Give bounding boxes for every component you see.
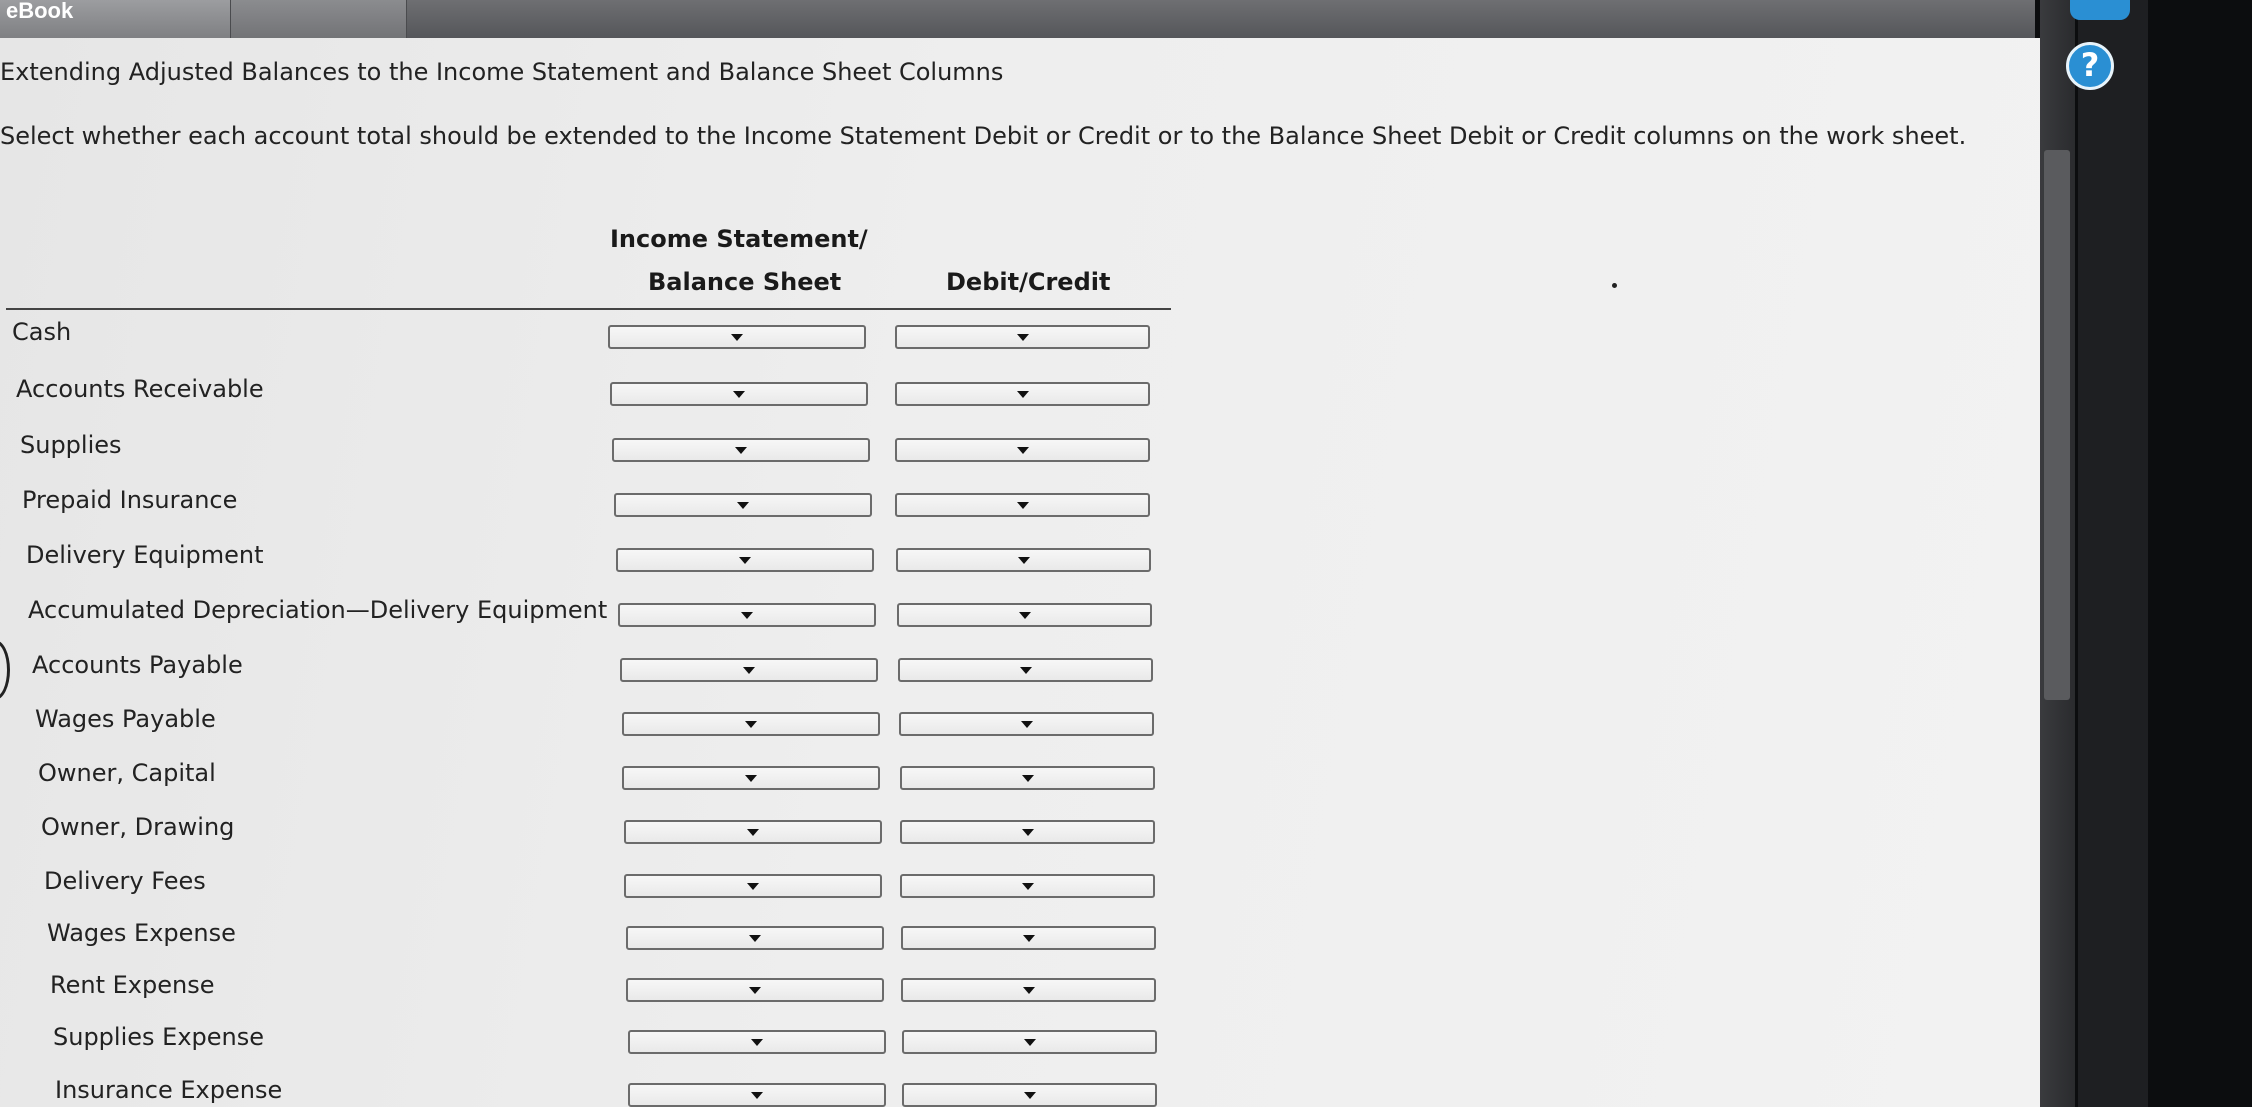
account-label: Cash xyxy=(12,318,72,346)
chevron-down-icon xyxy=(739,557,751,564)
statement-select[interactable] xyxy=(628,1083,886,1107)
page-title: Extending Adjusted Balances to the Income Statement and Balance Sheet Columns xyxy=(0,58,1004,86)
debit-credit-select[interactable] xyxy=(899,712,1154,736)
chevron-down-icon xyxy=(745,775,757,782)
account-label: Wages Payable xyxy=(35,705,216,733)
column-header-is-bs-line2: Balance Sheet xyxy=(648,268,842,296)
account-label: Rent Expense xyxy=(50,971,215,999)
chevron-down-icon xyxy=(1023,935,1035,942)
chevron-down-icon xyxy=(1022,775,1034,782)
chevron-down-icon xyxy=(741,612,753,619)
chevron-down-icon xyxy=(1022,883,1034,890)
statement-select[interactable] xyxy=(624,874,882,898)
chevron-down-icon xyxy=(745,721,757,728)
account-label: Accounts Receivable xyxy=(16,375,264,403)
account-label: Supplies Expense xyxy=(53,1023,264,1051)
chevron-down-icon xyxy=(1021,721,1033,728)
chevron-down-icon xyxy=(733,391,745,398)
statement-select[interactable] xyxy=(622,766,880,790)
side-strip xyxy=(2078,0,2148,1107)
column-header-is-bs-line1: Income Statement/ xyxy=(610,225,868,253)
chevron-down-icon xyxy=(731,334,743,341)
debit-credit-select[interactable] xyxy=(902,1083,1157,1107)
debit-credit-select[interactable] xyxy=(897,603,1152,627)
screen-speck xyxy=(1612,283,1617,288)
debit-credit-select[interactable] xyxy=(896,548,1151,572)
statement-select[interactable] xyxy=(626,926,884,950)
debit-credit-select[interactable] xyxy=(898,658,1153,682)
statement-select[interactable] xyxy=(612,438,870,462)
statement-select[interactable] xyxy=(620,658,878,682)
debit-credit-select[interactable] xyxy=(895,493,1150,517)
help-icon[interactable]: ? xyxy=(2066,42,2114,90)
chevron-down-icon xyxy=(751,1092,763,1099)
statement-select[interactable] xyxy=(610,382,868,406)
debit-credit-select[interactable] xyxy=(895,325,1150,349)
chevron-down-icon xyxy=(743,667,755,674)
account-label: Wages Expense xyxy=(47,919,236,947)
chevron-down-icon xyxy=(1019,612,1031,619)
chevron-down-icon xyxy=(747,883,759,890)
tab-ebook-label: eBook xyxy=(6,0,74,23)
statement-select[interactable] xyxy=(616,548,874,572)
chevron-down-icon xyxy=(751,1039,763,1046)
right-scroll-panel xyxy=(2040,0,2075,1107)
debit-credit-select[interactable] xyxy=(900,874,1155,898)
debit-credit-select[interactable] xyxy=(902,1030,1157,1054)
statement-select[interactable] xyxy=(626,978,884,1002)
chevron-down-icon xyxy=(1017,334,1029,341)
chevron-down-icon xyxy=(735,447,747,454)
debit-credit-select[interactable] xyxy=(895,382,1150,406)
scrollbar-thumb[interactable] xyxy=(2044,150,2070,700)
chevron-down-icon xyxy=(749,935,761,942)
chevron-down-icon xyxy=(747,829,759,836)
statement-select[interactable] xyxy=(614,493,872,517)
statement-select[interactable] xyxy=(624,820,882,844)
account-label: Prepaid Insurance xyxy=(22,486,238,514)
account-label: Accumulated Depreciation—Delivery Equipment xyxy=(28,596,608,624)
statement-select[interactable] xyxy=(628,1030,886,1054)
tab-ebook[interactable] xyxy=(0,0,231,40)
tab-secondary[interactable] xyxy=(231,0,407,40)
chevron-down-icon xyxy=(1023,987,1035,994)
chevron-down-icon xyxy=(1024,1092,1036,1099)
edge-button[interactable] xyxy=(2070,0,2130,20)
debit-credit-select[interactable] xyxy=(900,820,1155,844)
account-label: Owner, Capital xyxy=(38,759,216,787)
chevron-down-icon xyxy=(1020,667,1032,674)
chevron-down-icon xyxy=(1024,1039,1036,1046)
statement-select[interactable] xyxy=(608,325,866,349)
chevron-down-icon xyxy=(1022,829,1034,836)
column-header-debit-credit: Debit/Credit xyxy=(946,268,1111,296)
account-label: Supplies xyxy=(20,431,122,459)
header-divider xyxy=(6,308,1171,310)
chevron-down-icon xyxy=(749,987,761,994)
debit-credit-select[interactable] xyxy=(895,438,1150,462)
chevron-down-icon xyxy=(1017,391,1029,398)
chevron-down-icon xyxy=(1017,447,1029,454)
account-label: Owner, Drawing xyxy=(41,813,235,841)
statement-select[interactable] xyxy=(618,603,876,627)
account-label: Delivery Equipment xyxy=(26,541,264,569)
chevron-down-icon xyxy=(737,502,749,509)
account-label: Insurance Expense xyxy=(55,1076,283,1104)
debit-credit-select[interactable] xyxy=(901,926,1156,950)
instructions-text: Select whether each account total should be extended to the Income Statement Debit or Credit or to the Balance Sheet Debit or Credit columns on the work sheet. xyxy=(0,122,1967,150)
debit-credit-select[interactable] xyxy=(900,766,1155,790)
chevron-down-icon xyxy=(1018,557,1030,564)
debit-credit-select[interactable] xyxy=(901,978,1156,1002)
statement-select[interactable] xyxy=(622,712,880,736)
account-label: Accounts Payable xyxy=(32,651,243,679)
account-label: Delivery Fees xyxy=(44,867,206,895)
tab-bar xyxy=(0,0,2035,38)
chevron-down-icon xyxy=(1017,502,1029,509)
